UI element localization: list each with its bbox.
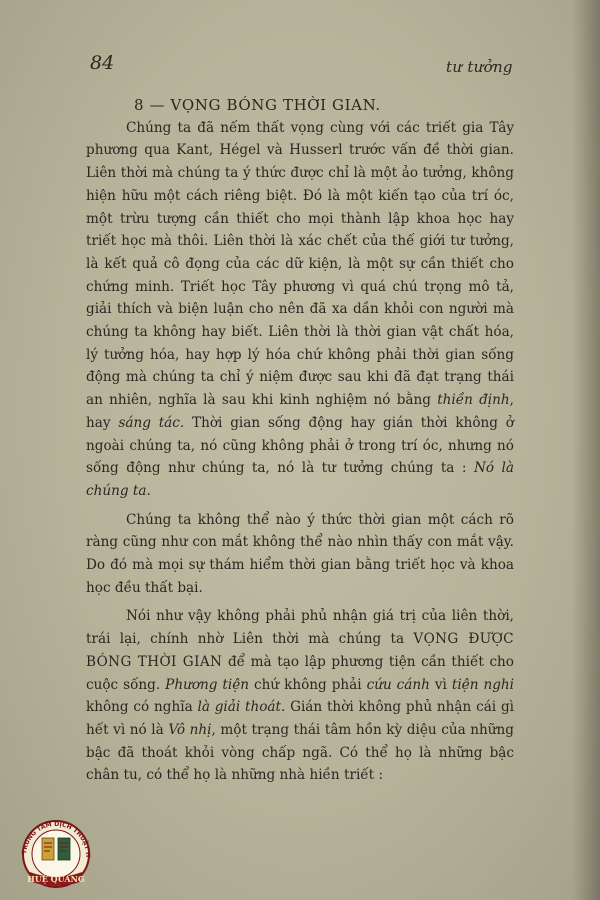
hue-quang-logo — [14, 816, 98, 894]
text-run: . Gián thời không phủ nhận cái gì hết vì nó là — [86, 699, 514, 738]
text-run: . Thời gian sống động hay gián thời không ở ngoài chúng ta, nó cũng không phải ở trong trí óc, nhưng nó sống động như chúng ta, nó là tư tưởng chúng ta : — [86, 414, 514, 477]
paragraph-1 — [86, 117, 514, 503]
text-run: không có nghĩa — [86, 699, 198, 716]
text-run: , một trạng thái tâm hồn kỳ diệu của những bậc đã thoát khỏi vòng chấp ngã. Có thể họ là những bậc chân tu, có thể họ là những nhà hiền triết : — [86, 721, 514, 784]
emphasis-text: cứu cánh — [366, 676, 430, 693]
running-head: tư tưởng — [446, 58, 513, 76]
paragraph-3 — [86, 605, 514, 787]
emphasis-text: Vô nhị — [168, 721, 212, 738]
seal-icon — [14, 816, 98, 894]
text-run: Chúng ta không thể nào ý thức thời gian một cách rõ ràng cũng như con mắt không thể nào nhìn thấy con mắt vậy. Do đó mà mọi sự thám hiểm thời gian bằng triết học và khoa học đều thất bại. — [86, 511, 514, 596]
text-run: Chúng ta đã nếm thất vọng cùng với các triết gia Tây phương qua Kant, Hégel và Husserl trước vấn đề thời gian. Liên thời mà chúng ta ý thức được chỉ là một ảo tưởng, không hiện hữu một cách riêng biệt. Đó là một kiến tạo của trí óc, một trừu tượng cần thiết cho mọi thành lập khoa học hay triết học mà thôi. Liên thời là xác chết của thế giới tư tưởng, là kết quả cô đọng của các dữ kiện, là một sự cần thiết cho chứng minh. Triết học Tây phương vì quá chú trọng mô tả, giải thích và biện luận cho nên đã xa dần khỏi con người mà chúng ta không hay biết. Liên thời là thời gian vật chất hóa, lý tưởng hóa, hay hợp lý hóa chứ không phải thời gian sống động mà chúng ta chỉ ý niệm được sau khi đã đạt trạng thái an nhiên, nghĩa là sau khi kinh nghiệm nó bằng — [86, 119, 514, 409]
page-number: 84 — [90, 52, 115, 74]
caps-text: VỌNG ĐƯỢC BÓNG THỜI GIAN — [86, 631, 514, 670]
emphasis-text: Phương tiện — [165, 676, 250, 693]
text-run: , hay — [86, 392, 514, 431]
text-run: chứ không phải — [249, 676, 367, 693]
body-text — [86, 94, 514, 787]
svg-text:HUỆ QUANG: HUỆ QUANG — [27, 874, 85, 884]
emphasis-text: thiền định — [437, 392, 510, 409]
emphasis-text: là giải thoát — [197, 699, 281, 716]
text-run: . — [146, 482, 151, 499]
text-run: để mà tạo lập phương tiện cần thiết cho cuộc sống. — [86, 653, 514, 693]
emphasis-text: sáng tác — [118, 414, 180, 431]
page-edge-shadow — [572, 0, 600, 900]
text-run: vì — [429, 676, 452, 693]
emphasis-text: Nó là chúng ta — [86, 460, 514, 499]
section-title: 8 — VỌNG BÓNG THỜI GIAN. — [134, 96, 381, 114]
text-run: Nói như vậy không phải phủ nhận giá trị của liên thời, trái lại, chính nhờ Liên thời mà chúng ta — [86, 608, 514, 648]
svg-text:TRUNG TÂM DỊCH THUẬT HÁN NÔM: TRUNG TÂM DỊCH THUẬT H — [21, 820, 92, 858]
paragraph-2 — [86, 509, 514, 600]
emphasis-text: tiện nghi — [451, 676, 515, 693]
